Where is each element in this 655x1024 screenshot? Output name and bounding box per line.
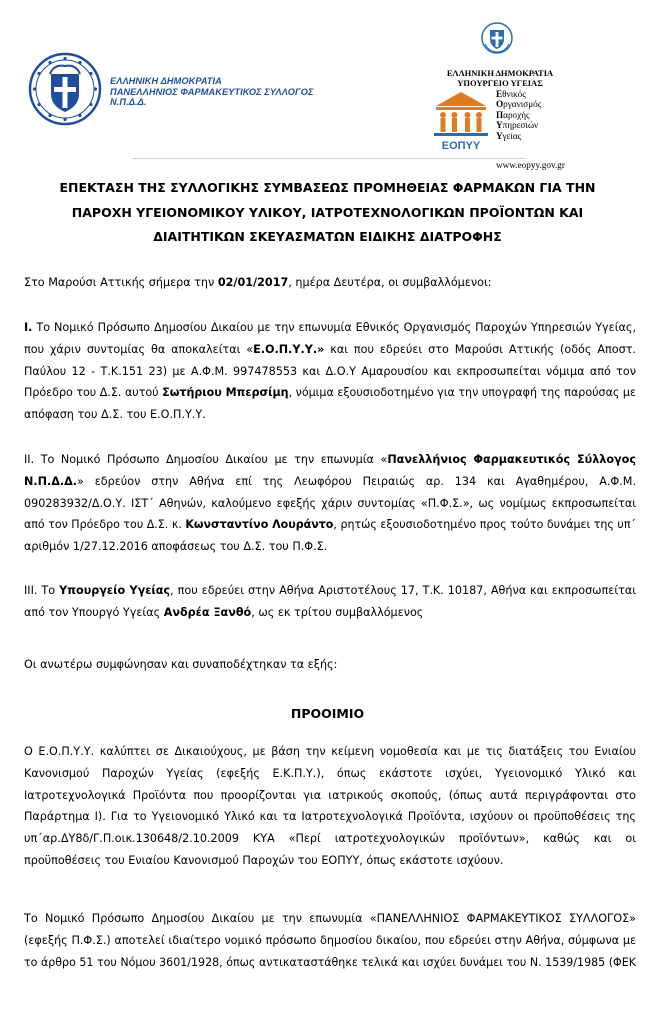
contract-date: 02/01/2017	[217, 276, 289, 289]
intro-paragraph: Στο Μαρούσι Αττικής σήμερα την 02/01/2017, ημέρα Δευτέρα, οι συμβαλλόμενοι:	[24, 276, 492, 289]
website-link[interactable]: www.eopyy.gov.gr	[496, 160, 565, 170]
eopyy-logo-label: ΕΟΠΥΥ	[441, 140, 481, 152]
title-line: ΕΠΕΚΤΑΣΗ ΤΗΣ ΣΥΛΛΟΓΙΚΗΣ ΣΥΜΒΑΣΕΩΣ ΠΡΟΜΗΘΕΙΑΣ ΦΑΡΜΑΚΩΝ ΓΙΑ ΤΗΝ	[59, 180, 596, 195]
gov-line-republic: ΕΛΛΗΝΙΚΗ ΔΗΜΟΚΡΑΤΙΑ	[446, 68, 554, 78]
greek-state-seal-icon	[481, 22, 513, 54]
acronym-line: Υπηρεσιών	[496, 120, 539, 131]
eopyy-logo-icon	[430, 88, 492, 152]
pfs-line-type: Ν.Π.Δ.Δ.	[110, 97, 147, 107]
gov-line-ministry: ΥΠΟΥΡΓΕΙΟ ΥΓΕΙΑΣ	[457, 78, 543, 88]
party-two-paragraph: ΙΙ. Το Νομικό Πρόσωπο Δημοσίου Δικαίου με την επωνυμία «Πανελλήνιος Φαρμακευτικός Σύλλογος Ν.Π.Δ.Δ.» εδρεύον στην Αθήνα επί της Λεωφόρου Πειραιώς αρ. 134 και Αγαθημέρου, Α.Φ.Μ. 090283932/Δ.Ο.Υ. ΙΣΤ΄ Αθηνών, καλούμενο εφεξής χάριν συντομίας «Π.Φ.Σ.», ως νομίμως εκπροσωπείται από τον Πρόεδρο του Δ.Σ. κ. Κωνσταντίνο Λουράντο, ρητώς εξουσιοδοτημένο προς τούτο δυνάμει της υπ΄ αριθμόν 1/27.12.2016 αποφάσεως του Δ.Σ. του Π.Φ.Σ.	[24, 453, 636, 554]
ministry-name	[425, 68, 575, 88]
preamble-paragraph-1: Ο Ε.Ο.Π.Υ.Υ. καλύπτει σε Δικαιούχους, με βάση την κείμενη νομοθεσία και με τις διατάξεις του Ενιαίου Κανονισμού Παροχών Υγείας (εφεξής Ε.Κ.Π.Υ.), όπως εκάστοτε ισχύει, Υγειονομικό Υλικό και Ιατροτεχνολογικά Προϊόντα που προορίζονται για ιατρικούς σκοπούς, (όπως αυτά περιγράφονται στο Παράρτημα Ι). Για το Υγειονομικό Υλικό και τα Ιατροτεχνολογικά Προϊόντα, ισχύουν οι προϋποθέσεις της υπ΄αρ.ΔΥ8δ/Γ.Π.οικ.130648/2.10.2009 ΚΥΑ «Περί ιατροτεχνολογικών προϊόντων», καθώς και οι προϋποθέσεις του Ενιαίου Κανονισμού Παροχών του ΕΟΠΥΥ, όπως εκάστοτε ισχύουν.	[24, 745, 636, 867]
title-line: ΔΙΑΙΤΗΤΙΚΩΝ ΣΚΕΥΑΣΜΑΤΩΝ ΕΙΔΙΚΗΣ ΔΙΑΤΡΟΦΗΣ	[153, 229, 502, 244]
acronym-line: Οργανισμός	[496, 99, 542, 110]
title-line: ΠΑΡΟΧΗ ΥΓΕΙΟΝΟΜΙΚΟΥ ΥΛΙΚΟΥ, ΙΑΤΡΟΤΕΧΝΟΛΟΓΙΚΩΝ ΠΡΟΪΟΝΤΩΝ ΚΑΙ	[71, 204, 584, 220]
eopyy-header	[425, 22, 605, 170]
pfs-line-republic: ΕΛΛΗΝΙΚΗ ΔΗΜΟΚΡΑΤΙΑ	[110, 76, 222, 86]
preamble-heading: ΠΡΟΟΙΜΙΟ	[290, 706, 365, 721]
pfs-org-name	[110, 76, 314, 108]
agreement-statement: Οι ανωτέρω συμφώνησαν και συναποδέχτηκαν τα εξής:	[24, 658, 338, 671]
party-three-paragraph: ΙΙΙ. Το Υπουργείο Υγείας, που εδρεύει στην Αθήνα Αριστοτέλους 17, Τ.Κ. 10187, Αθήνα και εκπροσωπείται από τον Υπουργό Υγείας Ανδρέα Ξανθό, ως εκ τρίτου συμβαλλόμενος	[24, 584, 636, 619]
pfs-emblem-icon	[28, 52, 102, 126]
acronym-line: Υγείας	[496, 130, 522, 141]
pfs-line-name: ΠΑΝΕΛΛΗΝΙΟΣ ΦΑΡΜΑΚΕΥΤΙΚΟΣ ΣΥΛΛΟΓΟΣ	[110, 86, 314, 97]
preamble-paragraph-2: Το Νομικό Πρόσωπο Δημοσίου Δικαίου με την επωνυμία «ΠΑΝΕΛΛΗΝΙΟΣ ΦΑΡΜΑΚΕΥΤΙΚΟΣ ΣΥΛΛΟΓΟΣ» (εφεξής Π.Φ.Σ.) αποτελεί ιδιαίτερο νομικό πρόσωπο δημοσίου δικαίου, που εδρεύει στην Αθήνα, σύμφωνα με το άρθρο 51 του Νόμου 3601/1928, όπως αντικαταστάθηκε τελικά και ισχύει δυνάμει του Ν. 1539/1985 (ΦΕΚ	[24, 912, 636, 969]
header-divider	[132, 158, 526, 159]
document-title	[0, 176, 655, 250]
pfs-header	[28, 52, 368, 126]
acronym-line: Παροχής	[496, 109, 530, 120]
eopyy-acronym	[496, 89, 541, 141]
acronym-line: Εθνικός	[496, 89, 526, 99]
party-one-paragraph: Ι. Το Νομικό Πρόσωπο Δημοσίου Δικαίου με την επωνυμία Εθνικός Οργανισμός Παροχών Υπηρεσιών Υγείας, που χάριν συντομίας θα αποκαλείται «Ε.Ο.Π.Υ.Υ.» και που εδρεύει στο Μαρούσι Αττικής (οδός Αποστ. Παύλου 12 - Τ.Κ.151 23) με Α.Φ.Μ. 997478553 και Δ.Ο.Υ Αμαρουσίου και εκπροσωπείται νόμιμα από τον Πρόεδρο του Δ.Σ. αυτού Σωτήριου Μπερσίμη, νόμιμα εξουσιοδοτημένο για την υπογραφή της παρούσας με απόφαση του Δ.Σ. του Ε.Ο.Π.Υ.Υ.	[24, 321, 636, 422]
